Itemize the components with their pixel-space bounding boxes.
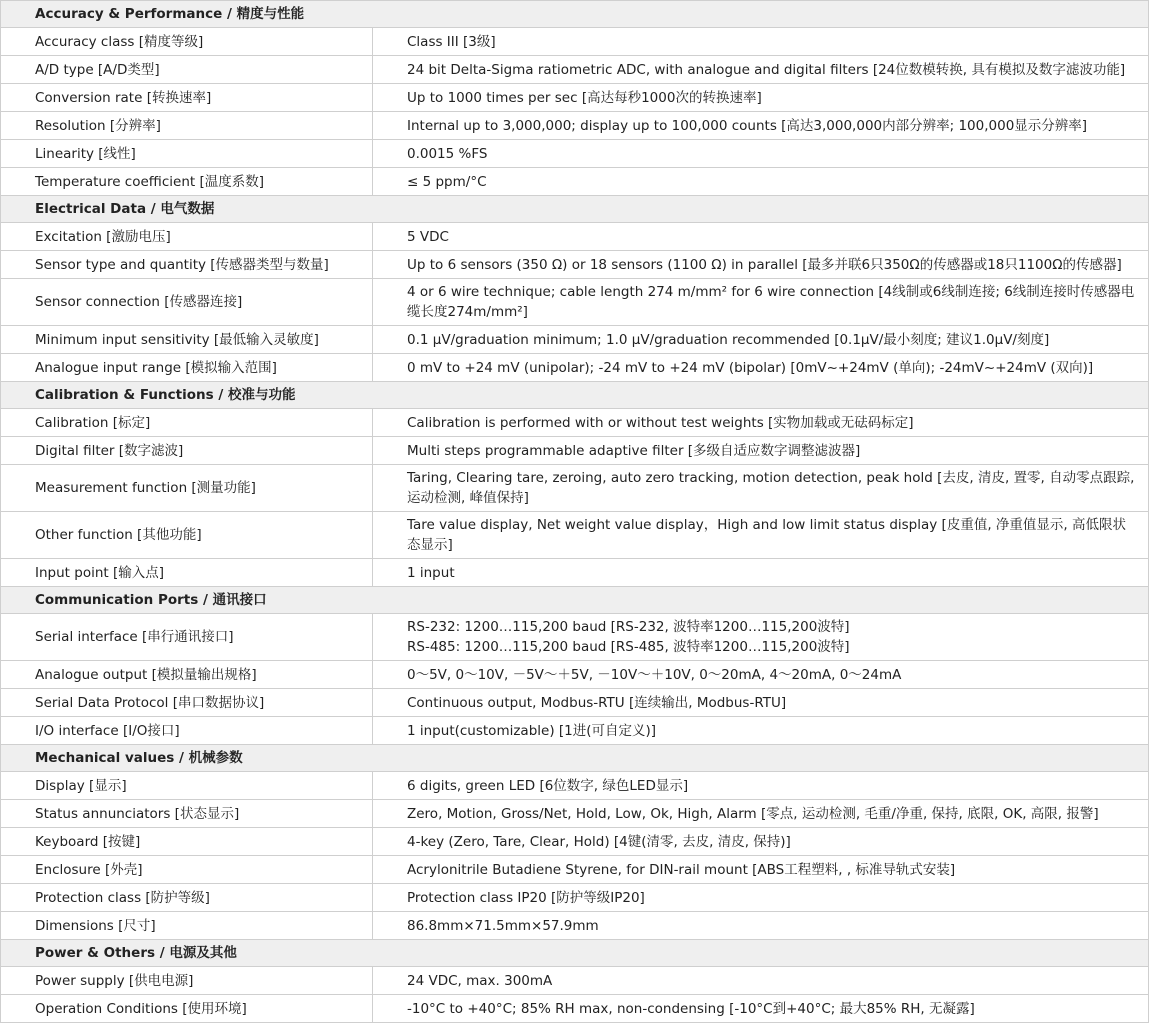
section-title: Electrical Data / 电气数据 (1, 196, 1149, 223)
spec-value: 0.0015 %FS (373, 140, 1149, 168)
table-row (1, 28, 1149, 56)
spec-value: 24 VDC, max. 300mA (373, 967, 1149, 995)
spec-table-body (1, 1, 1149, 1023)
table-row (1, 409, 1149, 437)
spec-value: Class III [3级] (373, 28, 1149, 56)
spec-label: A/D type [A/D类型] (1, 56, 373, 84)
section-header-row (1, 587, 1149, 614)
spec-label: Analogue input range [模拟输入范围] (1, 354, 373, 382)
table-row (1, 717, 1149, 745)
spec-value: Zero, Motion, Gross/Net, Hold, Low, Ok, High, Alarm [零点, 运动检测, 毛重/净重, 保持, 底限, OK, 高限, 报警] (373, 800, 1149, 828)
spec-value: 86.8mm×71.5mm×57.9mm (373, 912, 1149, 940)
spec-label: I/O interface [I/O接口] (1, 717, 373, 745)
spec-value: -10°C to +40°C; 85% RH max, non-condensing [-10°C到+40°C; 最大85% RH, 无凝露] (373, 995, 1149, 1023)
spec-value: 4-key (Zero, Tare, Clear, Hold) [4键(清零, 去皮, 清皮, 保持)] (373, 828, 1149, 856)
spec-label: Minimum input sensitivity [最低输入灵敏度] (1, 326, 373, 354)
table-row (1, 168, 1149, 196)
table-row (1, 772, 1149, 800)
table-row (1, 56, 1149, 84)
spec-label: Input point [输入点] (1, 559, 373, 587)
spec-value: ≤ 5 ppm/°C (373, 168, 1149, 196)
spec-label: Status annunciators [状态显示] (1, 800, 373, 828)
table-row (1, 661, 1149, 689)
spec-value: Continuous output, Modbus-RTU [连续输出, Modbus-RTU] (373, 689, 1149, 717)
spec-label: Temperature coefficient [温度系数] (1, 168, 373, 196)
spec-value: Tare value display, Net weight value display，High and low limit status display [皮重值, 净重值显示, 高低限状态显示] (373, 512, 1149, 559)
table-row (1, 84, 1149, 112)
spec-value: Protection class IP20 [防护等级IP20] (373, 884, 1149, 912)
table-row (1, 856, 1149, 884)
spec-label: Calibration [标定] (1, 409, 373, 437)
table-row (1, 967, 1149, 995)
table-row (1, 995, 1149, 1023)
section-header-row (1, 1, 1149, 28)
spec-value: 24 bit Delta-Sigma ratiometric ADC, with analogue and digital filters [24位数模转换, 具有模拟及数字滤波功能] (373, 56, 1149, 84)
spec-value: Taring, Clearing tare, zeroing, auto zero tracking, motion detection, peak hold [去皮, 清皮, 置零, 自动零点跟踪, 运动检测, 峰值保持] (373, 465, 1149, 512)
spec-label: Digital filter [数字滤波] (1, 437, 373, 465)
spec-value (373, 614, 1149, 661)
table-row (1, 140, 1149, 168)
spec-label: Sensor connection [传感器连接] (1, 279, 373, 326)
spec-label: Keyboard [按键] (1, 828, 373, 856)
section-title: Communication Ports / 通讯接口 (1, 587, 1149, 614)
spec-value: Calibration is performed with or without test weights [实物加载或无砝码标定] (373, 409, 1149, 437)
table-row (1, 354, 1149, 382)
spec-value: 5 VDC (373, 223, 1149, 251)
spec-value: Multi steps programmable adaptive filter [多级自适应数字调整滤波器] (373, 437, 1149, 465)
spec-value-line: RS-485: 1200…115,200 baud [RS-485, 波特率1200…115,200波特] (407, 639, 850, 655)
spec-label: Accuracy class [精度等级] (1, 28, 373, 56)
table-row (1, 800, 1149, 828)
table-row (1, 614, 1149, 661)
spec-value: Internal up to 3,000,000; display up to 100,000 counts [高达3,000,000内部分辨率; 100,000显示分辨率] (373, 112, 1149, 140)
spec-label: Linearity [线性] (1, 140, 373, 168)
spec-label: Protection class [防护等级] (1, 884, 373, 912)
section-header-row (1, 940, 1149, 967)
section-title: Accuracy & Performance / 精度与性能 (1, 1, 1149, 28)
spec-label: Enclosure [外壳] (1, 856, 373, 884)
spec-label: Serial interface [串行通讯接口] (1, 614, 373, 661)
spec-label: Sensor type and quantity [传感器类型与数量] (1, 251, 373, 279)
spec-label: Analogue output [模拟量输出规格] (1, 661, 373, 689)
spec-label: Power supply [供电电源] (1, 967, 373, 995)
spec-label: Display [显示] (1, 772, 373, 800)
spec-value: 6 digits, green LED [6位数字, 绿色LED显示] (373, 772, 1149, 800)
table-row (1, 112, 1149, 140)
spec-label: Excitation [激励电压] (1, 223, 373, 251)
table-row (1, 437, 1149, 465)
table-row (1, 912, 1149, 940)
spec-value: 0.1 μV/graduation minimum; 1.0 μV/graduation recommended [0.1μV/最小刻度; 建议1.0μV/刻度] (373, 326, 1149, 354)
section-title: Mechanical values / 机械参数 (1, 745, 1149, 772)
spec-value: 0 mV to +24 mV (unipolar); -24 mV to +24 mV (bipolar) [0mV~+24mV (单向); -24mV~+24mV (双向)] (373, 354, 1149, 382)
table-row (1, 884, 1149, 912)
table-row (1, 279, 1149, 326)
spec-label: Other function [其他功能] (1, 512, 373, 559)
section-header-row (1, 382, 1149, 409)
table-row (1, 223, 1149, 251)
spec-label: Conversion rate [转换速率] (1, 84, 373, 112)
section-header-row (1, 745, 1149, 772)
table-row (1, 559, 1149, 587)
spec-label: Serial Data Protocol [串口数据协议] (1, 689, 373, 717)
spec-value: Up to 1000 times per sec [高达每秒1000次的转换速率] (373, 84, 1149, 112)
spec-value: 1 input(customizable) [1进(可自定义)] (373, 717, 1149, 745)
spec-label: Measurement function [测量功能] (1, 465, 373, 512)
table-row (1, 465, 1149, 512)
spec-value: 1 input (373, 559, 1149, 587)
spec-value-line: RS-232: 1200…115,200 baud [RS-232, 波特率1200…115,200波特] (407, 619, 850, 635)
spec-value: Acrylonitrile Butadiene Styrene, for DIN-rail mount [ABS工程塑料, , 标准导轨式安装] (373, 856, 1149, 884)
section-title: Power & Others / 电源及其他 (1, 940, 1149, 967)
spec-label: Dimensions [尺寸] (1, 912, 373, 940)
spec-value: Up to 6 sensors (350 Ω) or 18 sensors (1100 Ω) in parallel [最多并联6只350Ω的传感器或18只1100Ω的传感器] (373, 251, 1149, 279)
table-row (1, 512, 1149, 559)
table-row (1, 828, 1149, 856)
spec-label: Resolution [分辨率] (1, 112, 373, 140)
spec-value: 4 or 6 wire technique; cable length 274 m/mm² for 6 wire connection [4线制或6线制连接; 6线制连接时传感器电缆长度274m/mm²] (373, 279, 1149, 326)
table-row (1, 251, 1149, 279)
section-title: Calibration & Functions / 校准与功能 (1, 382, 1149, 409)
spec-label: Operation Conditions [使用环境] (1, 995, 373, 1023)
spec-value: 0～5V, 0～10V, －5V～＋5V, －10V～＋10V, 0～20mA, 4～20mA, 0～24mA (373, 661, 1149, 689)
table-row (1, 326, 1149, 354)
section-header-row (1, 196, 1149, 223)
table-row (1, 689, 1149, 717)
